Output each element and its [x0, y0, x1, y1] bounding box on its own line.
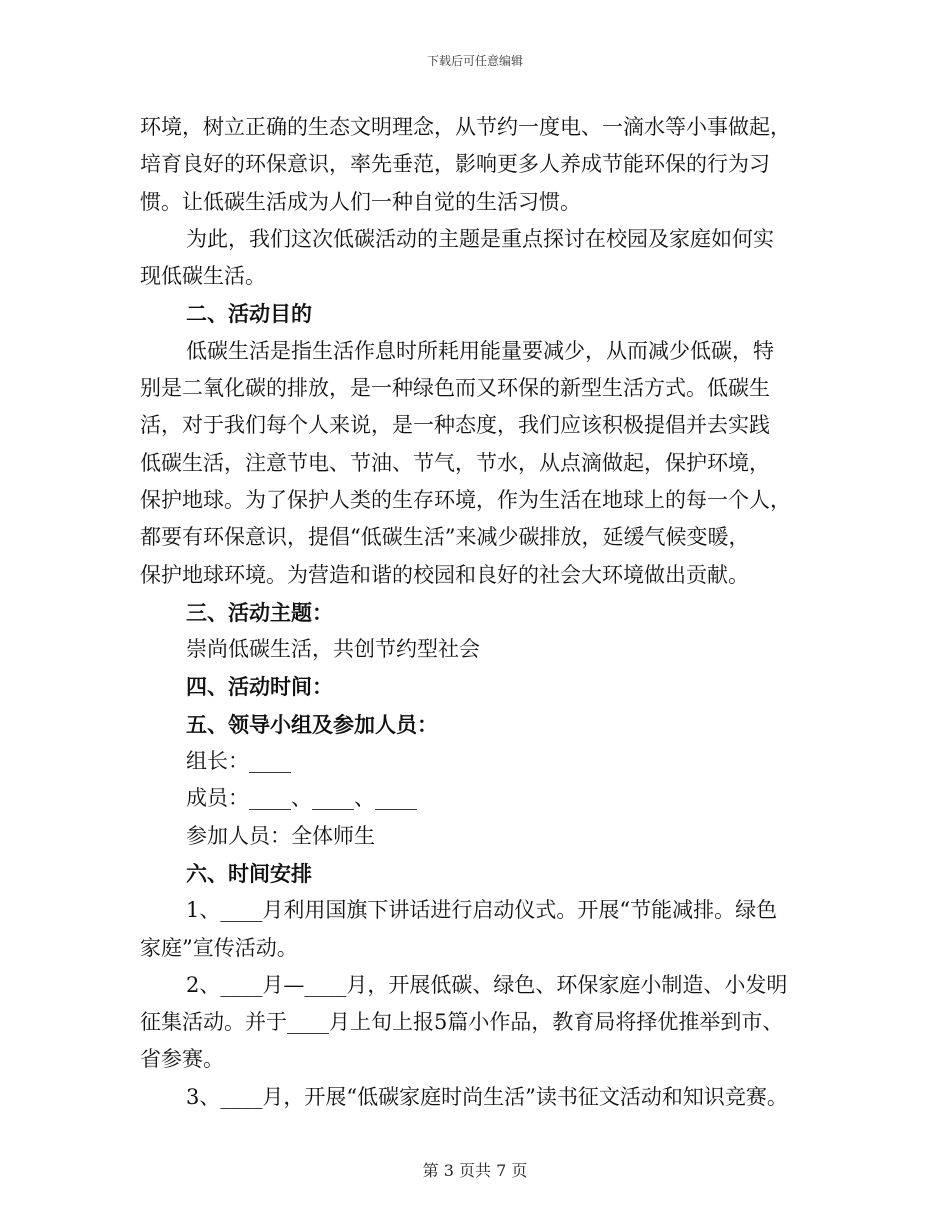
section-heading: 六、时间安排 [186, 860, 312, 886]
paragraph-line: 崇尚低碳生活，共创节约型社会 [186, 637, 480, 662]
paragraph-line: 征集活动。并于____月上旬上报5篇小作品，教育局将择优推举到市、 [140, 1010, 784, 1035]
paragraph-line: 保护地球。为了保护人类的生存环境，作为生活在地球上的每一个人， [140, 487, 791, 512]
paragraph-line: 成员：____、____、____ [186, 786, 417, 811]
paragraph-line: 别是二氧化碳的排放，是一种绿色而又环保的新型生活方式。低碳生 [140, 376, 770, 401]
paragraph-line: 1、____月利用国旗下讲话进行启动仪式。开展“节能减排。绿色 [186, 898, 778, 923]
paragraph-line: 保护地球环境。为营造和谐的校园和良好的社会大环境做出贡献。 [140, 562, 749, 587]
page-header-note: 下载后可任意编辑 [426, 54, 523, 68]
paragraph-line: 3、____月，开展“低碳家庭时尚生活”读书征文活动和知识竞赛。 [186, 1084, 788, 1109]
section-heading: 三、活动主题： [186, 599, 333, 625]
document-body [140, 109, 820, 1116]
section-heading: 二、活动目的 [186, 301, 312, 327]
paragraph-line: 环境，树立正确的生态文明理念，从节约一度电、一滴水等小事做起， [140, 115, 791, 139]
paragraph-line: 惯。让低碳生活成为人们一种自觉的生活习惯。 [140, 189, 581, 214]
section-heading: 五、领导小组及参加人员： [186, 711, 438, 737]
paragraph-line: 都要有环保意识，提倡“低碳生活”来减少碳排放，延缓气候变暖， [140, 525, 750, 550]
paragraph-line: 家庭”宣传活动。 [140, 935, 298, 960]
paragraph-line: 低碳生活是指生活作息时所耗用能量要减少，从而减少低碳，特 [186, 338, 774, 363]
paragraph-line: 活，对于我们每个人来说，是一种态度，我们应该积极提倡并去实践 [140, 413, 770, 438]
page-number: 第 3 页共 7 页 [422, 1161, 528, 1180]
section-heading: 四、活动时间： [186, 674, 333, 700]
paragraph-line: 组长：____ [186, 749, 291, 774]
paragraph-line: 培育良好的环保意识，率先垂范，影响更多人养成节能环保的行为习 [140, 152, 770, 177]
paragraph-line: 低碳生活，注意节电、节油、节气，节水，从点滴做起，保护环境， [140, 450, 770, 475]
paragraph-line: 为此，我们这次低碳活动的主题是重点探讨在校园及家庭如何实 [186, 226, 774, 251]
paragraph-line: 现低碳生活。 [140, 264, 266, 289]
paragraph-line: 参加人员：全体师生 [186, 823, 375, 848]
paragraph-line: 2、____月—____月，开展低碳、绿色、环保家庭小制造、小发明 [186, 972, 788, 997]
paragraph-line: 省参赛。 [140, 1047, 224, 1072]
